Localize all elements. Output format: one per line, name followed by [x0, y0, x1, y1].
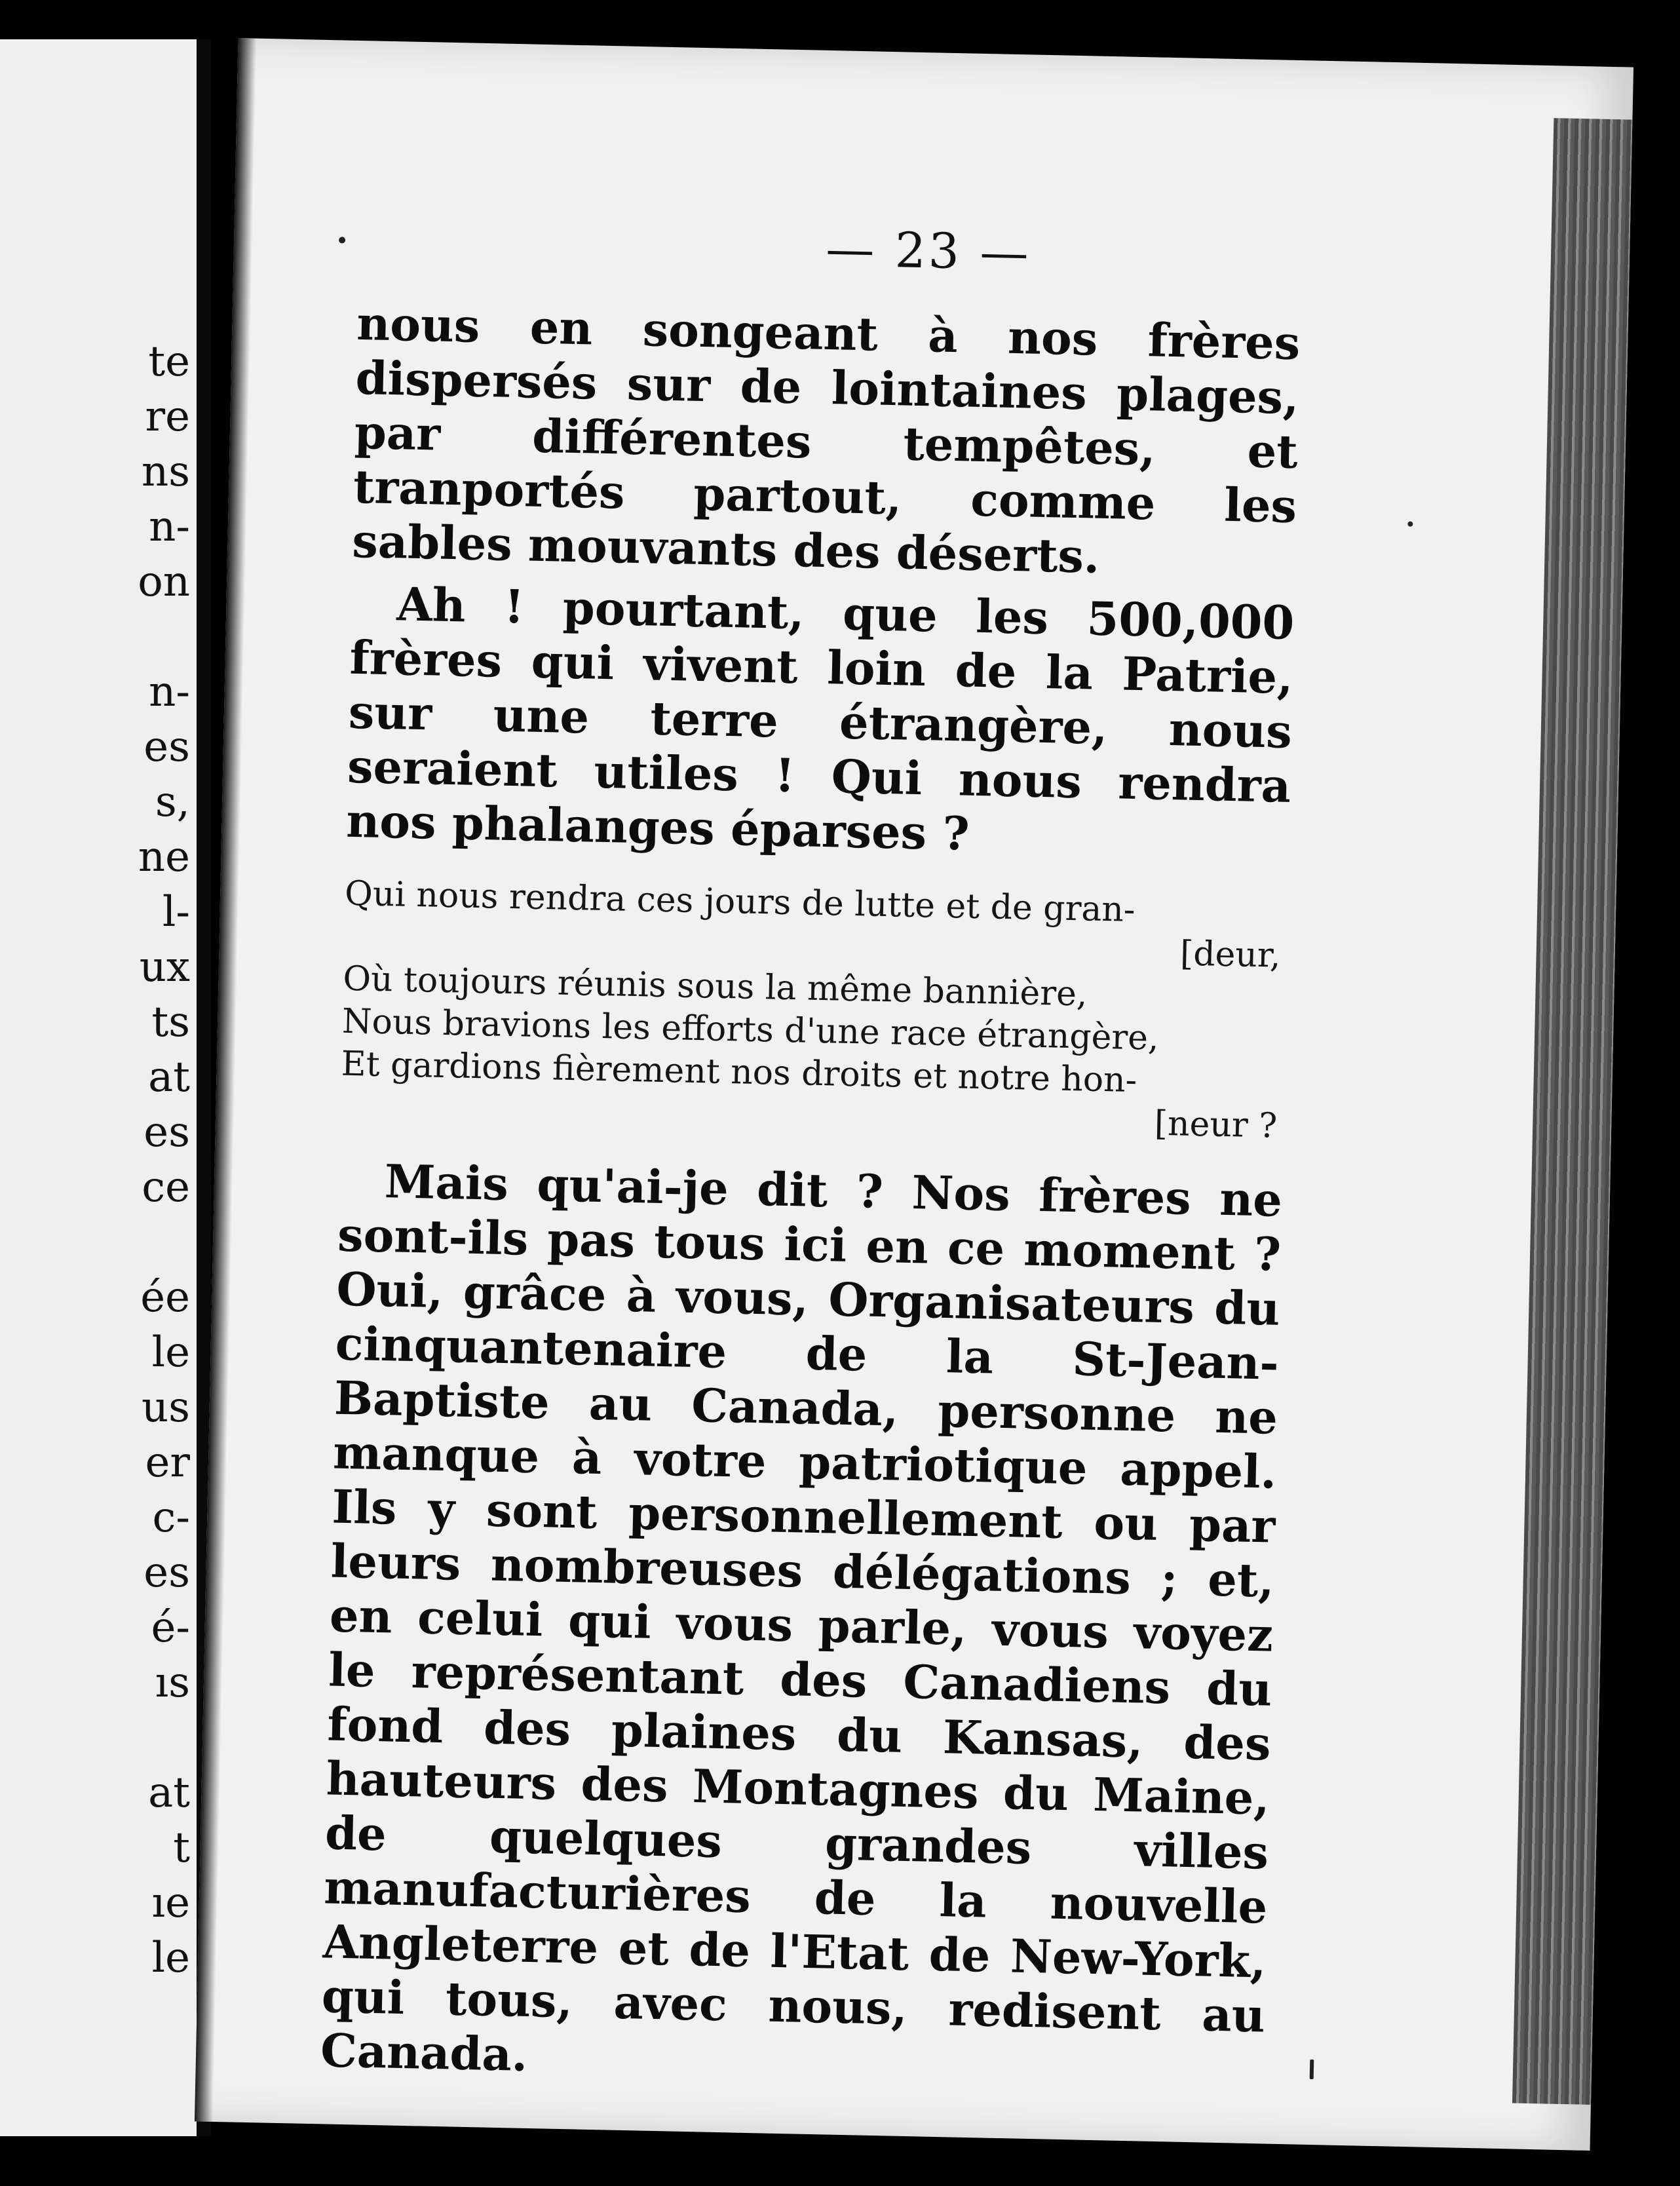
left-fragment: at — [148, 1769, 190, 1817]
left-facing-page — [0, 39, 211, 2136]
left-fragment — [138, 1710, 190, 1765]
left-fragment: ce — [142, 1163, 190, 1212]
left-fragment: ne — [138, 833, 190, 881]
left-fragment: n- — [149, 503, 190, 551]
left-fragment: n- — [149, 668, 190, 716]
poem-line: Qui nous rendra ces jours de lutte et de gran- — [344, 873, 1136, 930]
book-page — [195, 38, 1633, 2151]
left-fragment: ns — [141, 448, 190, 496]
left-fragment: ıs — [155, 1659, 190, 1707]
page-text — [320, 296, 1301, 2098]
page-number: — 23 — — [825, 220, 1032, 282]
left-fragment: es — [143, 1108, 190, 1157]
scan-speck — [339, 237, 345, 243]
left-fragment: s, — [155, 778, 190, 826]
poem-line: Où toujours réunis sous la même bannière, — [342, 959, 1088, 1014]
poem-line-carry: [deur, — [1179, 934, 1282, 976]
left-fragment: le — [151, 1328, 190, 1377]
left-fragment: er — [145, 1438, 190, 1487]
paragraph-2: Ah ! pourtant, que les 500,000 frères qui vivent loin de la Patrie, sur une terre étrangère, nous seraient utiles ! Qui nous rendra nos phalanges éparses ? — [345, 577, 1295, 861]
page-edge — [1512, 118, 1632, 2105]
scan-speck — [1407, 522, 1413, 527]
left-fragment: at — [148, 1053, 190, 1102]
poem-line-carry: [neur ? — [1154, 1103, 1278, 1146]
left-fragment: es — [143, 1548, 190, 1597]
left-fragment: te — [148, 337, 190, 386]
scan-speck — [1310, 2060, 1314, 2079]
left-fragment — [138, 609, 190, 664]
left-fragment: ıe — [151, 1879, 190, 1927]
left-fragment: es — [143, 723, 190, 771]
poem-line: Nous bravions les efforts d'une race étrangère, — [341, 1001, 1160, 1058]
left-fragment: on — [138, 558, 190, 606]
left-fragment: l- — [162, 888, 190, 936]
left-fragment: c- — [152, 1493, 190, 1542]
poem-line: Et gardions fièrement nos droits et notre hon- — [341, 1044, 1137, 1101]
left-fragment: ée — [140, 1273, 190, 1322]
poem-quote — [340, 873, 1289, 1148]
left-fragment: é- — [151, 1603, 190, 1652]
left-fragment: le — [151, 1934, 190, 1982]
left-fragment: ux — [139, 943, 190, 991]
paragraph-3: Mais qu'ai-je dit ? Nos frères ne sont-ils pas tous ici en ce moment ? Oui, grâce à vous, Organisateurs du cinquantenaire de la St-Jean-Baptiste au Canada, personne ne manque à votre patriotique appel. Ils y sont personnellement ou par leurs nombreuses délégations ; et, en celui qui vous parle, vous voyez le représentant des Canadiens du fond des plaines du Kansas, des hauteurs des Montagnes du Maine, de quelques grandes villes manufacturières de la nouvelle Angleterre et de l'Etat de New-York, qui tous, avec nous, redisent au Canada. — [320, 1154, 1283, 2082]
left-page-text-fragments — [138, 334, 190, 1985]
left-fragment: ts — [151, 998, 190, 1046]
paragraph-1: nous en songeant à nos frères dispersés sur de lointaines plages, par différentes tempêtes, et tranportés partout, comme les sables mouvants des déserts. — [351, 296, 1301, 584]
left-fragment: us — [141, 1383, 190, 1432]
left-fragment: re — [145, 393, 190, 441]
left-fragment: t — [173, 1824, 190, 1872]
left-fragment — [138, 1215, 190, 1270]
